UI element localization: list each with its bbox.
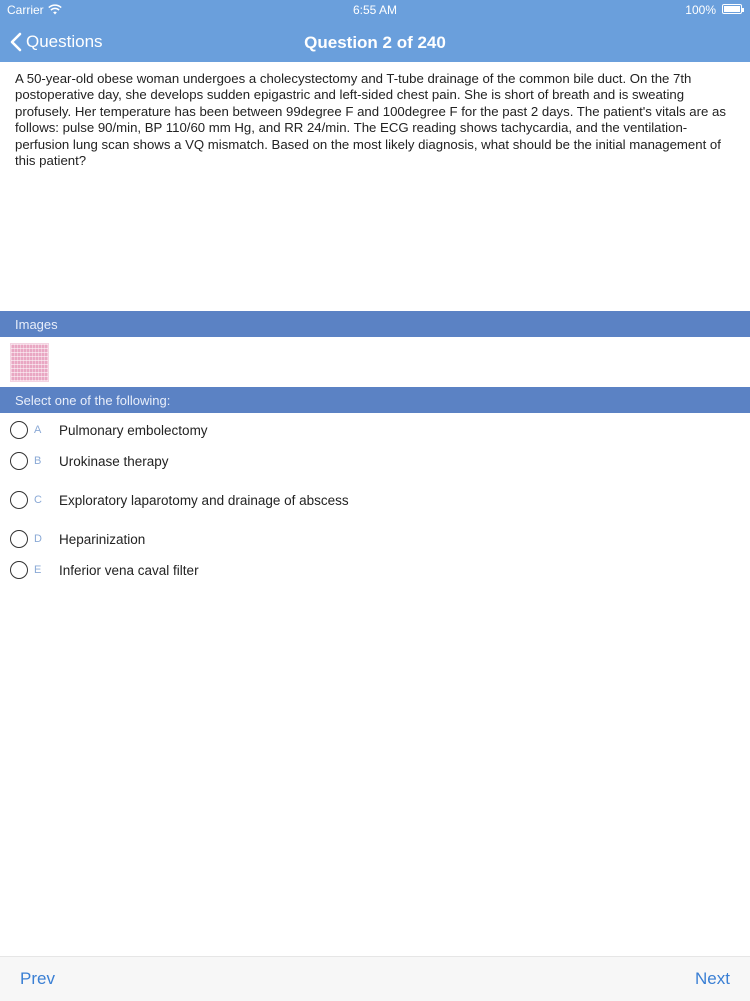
- radio-circle-icon[interactable]: [10, 530, 28, 548]
- answer-option-a[interactable]: [0, 416, 750, 444]
- battery-icon: [722, 4, 742, 14]
- option-letter: B: [34, 455, 42, 467]
- page-title: Question 2 of 240: [304, 33, 446, 52]
- option-letter: E: [34, 564, 42, 576]
- option-letter: D: [34, 533, 42, 545]
- radio-circle-icon[interactable]: [10, 452, 28, 470]
- answer-option-e[interactable]: [0, 556, 750, 584]
- next-button[interactable]: Next: [695, 969, 730, 988]
- option-letter: A: [34, 424, 42, 436]
- option-label: Inferior vena caval filter: [59, 562, 199, 578]
- navigation-header: [0, 0, 750, 62]
- radio-circle-icon[interactable]: [10, 491, 28, 509]
- question-text: A 50-year-old obese woman undergoes a cholecystectomy and T-tube drainage of the common bile duct. On the 7th postoperative day, she develops sudden epigastric and left-sided chest pain. She is short of breath and is sweating profusely. Her temperature has been between 99degree F and 100degree F for the past 2 days. The patient's vitals are as follows: pulse 90/min, BP 110/60 mm Hg, and RR 24/min. The ECG reading shows tachycardia, and the ventilation-perfusion lung scan shows a VQ mismatch. Based on the most likely diagnosis, what should be the initial management of this patient?: [15, 71, 726, 169]
- ecg-image-thumbnail[interactable]: [10, 343, 49, 382]
- answer-option-d[interactable]: [0, 525, 750, 553]
- options-section-header: Select one of the following:: [0, 387, 750, 413]
- radio-circle-icon[interactable]: [10, 561, 28, 579]
- answer-option-c[interactable]: [0, 486, 750, 514]
- option-label: Exploratory laparotomy and drainage of abscess: [59, 492, 349, 508]
- battery-percent: 100%: [685, 3, 716, 17]
- answer-option-b[interactable]: [0, 447, 750, 475]
- prev-button[interactable]: Prev: [20, 969, 55, 988]
- back-button-label: Questions: [26, 32, 103, 51]
- option-label: Pulmonary embolectomy: [59, 422, 208, 438]
- clock-time: 6:55 AM: [352, 3, 398, 17]
- carrier-label: Carrier: [7, 3, 44, 17]
- images-section-header: Images: [0, 311, 750, 337]
- radio-circle-icon[interactable]: [10, 421, 28, 439]
- option-label: Heparinization: [59, 531, 146, 547]
- option-label: Urokinase therapy: [59, 453, 169, 469]
- option-letter: C: [34, 494, 42, 506]
- status-bar: [0, 0, 750, 20]
- bottom-toolbar: [0, 956, 750, 1001]
